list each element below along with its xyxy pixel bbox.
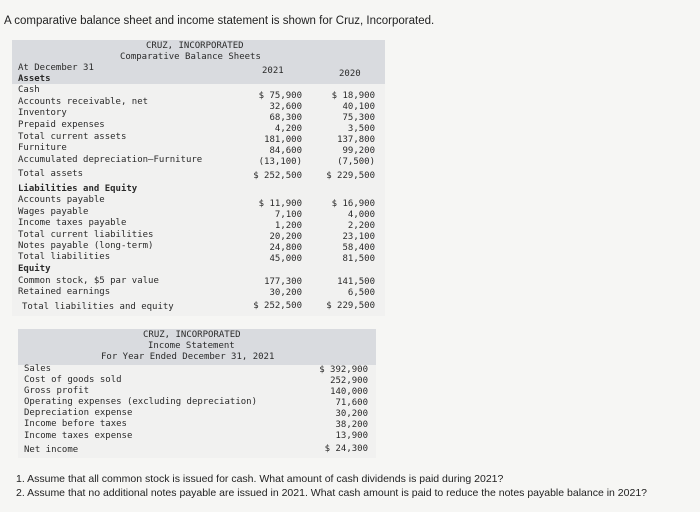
bs-row-label: Total current liabilities bbox=[18, 230, 154, 240]
is-row-label: Income taxes expense bbox=[24, 431, 133, 441]
bs-row-2021: $ 11,900 bbox=[258, 199, 302, 209]
is-row-label: Net income bbox=[24, 445, 79, 455]
bs-row-label: Total current assets bbox=[18, 132, 127, 142]
bs-row-2020: 81,500 bbox=[342, 254, 375, 264]
bs-row-2020: 141,500 bbox=[337, 277, 375, 287]
bs-row-label: Retained earnings bbox=[18, 287, 111, 297]
bs-row-2020: 23,100 bbox=[342, 232, 375, 242]
intro-text: A comparative balance sheet and income statement is shown for Cruz, Incorporated. bbox=[4, 15, 435, 27]
bs-row-label: Total assets bbox=[18, 169, 84, 179]
bs-row-2020: 58,400 bbox=[342, 243, 375, 253]
bs-row-2021: 1,200 bbox=[274, 221, 302, 231]
bs-col-2021: 2021 bbox=[262, 66, 284, 76]
question-1: 1. Assume that all common stock is issued for cash. What amount of cash dividends is paid during 2021? bbox=[16, 473, 504, 485]
is-row-value: 140,000 bbox=[330, 387, 368, 397]
bs-row-label: Prepaid expenses bbox=[18, 120, 105, 130]
bs-row-2021: 30,200 bbox=[269, 288, 302, 298]
bs-row-label: Furniture bbox=[18, 143, 67, 153]
bs-assets-header: Assets bbox=[18, 74, 51, 84]
bs-company: CRUZ, INCORPORATED bbox=[146, 41, 244, 51]
bs-equity-header: Equity bbox=[18, 264, 51, 274]
is-row-label: Sales bbox=[24, 364, 52, 374]
bs-row-2021: $ 252,500 bbox=[253, 171, 302, 181]
is-row-label: Gross profit bbox=[24, 386, 90, 396]
is-row-label: Income before taxes bbox=[24, 419, 127, 429]
bs-row-2020: $ 229,500 bbox=[326, 171, 375, 181]
bs-row-2020: 75,300 bbox=[342, 113, 375, 123]
bs-title: Comparative Balance Sheets bbox=[120, 52, 261, 62]
bs-liab-header: Liabilities and Equity bbox=[18, 184, 138, 194]
bs-row-2020: 40,100 bbox=[342, 102, 375, 112]
bs-row-2021: 84,600 bbox=[269, 146, 302, 156]
is-row-label: Operating expenses (excluding depreciation) bbox=[24, 397, 257, 407]
bs-row-2021: 4,200 bbox=[274, 124, 302, 134]
is-row-label: Depreciation expense bbox=[24, 408, 133, 418]
is-row-value: 71,600 bbox=[335, 398, 368, 408]
bs-row-2020: (7,500) bbox=[337, 157, 375, 167]
is-company: CRUZ, INCORPORATED bbox=[143, 330, 241, 340]
bs-row-label: Accounts receivable, net bbox=[18, 97, 149, 107]
bs-row-label: Notes payable (long-term) bbox=[18, 241, 154, 251]
bs-row-label: Common stock, $5 par value bbox=[18, 276, 159, 286]
bs-row-2020: $ 18,900 bbox=[331, 91, 375, 101]
is-row-value: 30,200 bbox=[335, 409, 368, 419]
bs-row-2020: $ 229,500 bbox=[326, 301, 375, 311]
bs-row-2020: 137,800 bbox=[337, 135, 375, 145]
bs-row-2021: 7,100 bbox=[274, 210, 302, 220]
bs-row-2021: 32,600 bbox=[269, 102, 302, 112]
is-title: Income Statement bbox=[148, 341, 235, 351]
bs-row-2021: 24,800 bbox=[269, 243, 302, 253]
bs-row-2021: 45,000 bbox=[269, 254, 302, 264]
bs-row-2020: 99,200 bbox=[342, 146, 375, 156]
bs-row-label: Cash bbox=[18, 85, 40, 95]
bs-row-2020: 3,500 bbox=[347, 124, 375, 134]
bs-row-2020: $ 16,900 bbox=[331, 199, 375, 209]
bs-period-label: At December 31 bbox=[18, 63, 94, 73]
is-period: For Year Ended December 31, 2021 bbox=[101, 352, 275, 362]
bs-row-label: Wages payable bbox=[18, 207, 89, 217]
bs-row-2020: 4,000 bbox=[347, 210, 375, 220]
bs-row-label: Income taxes payable bbox=[18, 218, 127, 228]
bs-row-label: Accumulated depreciation–Furniture bbox=[18, 155, 203, 165]
is-row-value: 13,900 bbox=[335, 431, 368, 441]
is-row-value: $ 24,300 bbox=[324, 444, 368, 454]
bs-row-2021: 177,300 bbox=[264, 277, 302, 287]
bs-row-label: Total liabilities bbox=[18, 252, 111, 262]
bs-row-label: Inventory bbox=[18, 108, 67, 118]
is-row-value: 38,200 bbox=[335, 420, 368, 430]
bs-row-2021: (13,100) bbox=[258, 157, 302, 167]
bs-row-2021: 181,000 bbox=[264, 135, 302, 145]
is-row-label: Cost of goods sold bbox=[24, 375, 122, 385]
bs-row-label: Accounts payable bbox=[18, 195, 105, 205]
question-2: 2. Assume that no additional notes payable are issued in 2021. What cash amount is paid to reduce the notes payable balance in 2021? bbox=[16, 487, 648, 499]
bs-row-2021: 68,300 bbox=[269, 113, 302, 123]
bs-row-2020: 2,200 bbox=[347, 221, 375, 231]
bs-row-2021: $ 75,900 bbox=[258, 91, 302, 101]
bs-row-2020: 6,500 bbox=[347, 288, 375, 298]
bs-row-label: Total liabilities and equity bbox=[22, 302, 174, 312]
bs-row-2021: $ 252,500 bbox=[253, 301, 302, 311]
is-row-value: 252,900 bbox=[330, 376, 368, 386]
bs-row-2021: 20,200 bbox=[269, 232, 302, 242]
bs-col-2020: 2020 bbox=[339, 69, 361, 79]
is-row-value: $ 392,900 bbox=[319, 365, 368, 375]
